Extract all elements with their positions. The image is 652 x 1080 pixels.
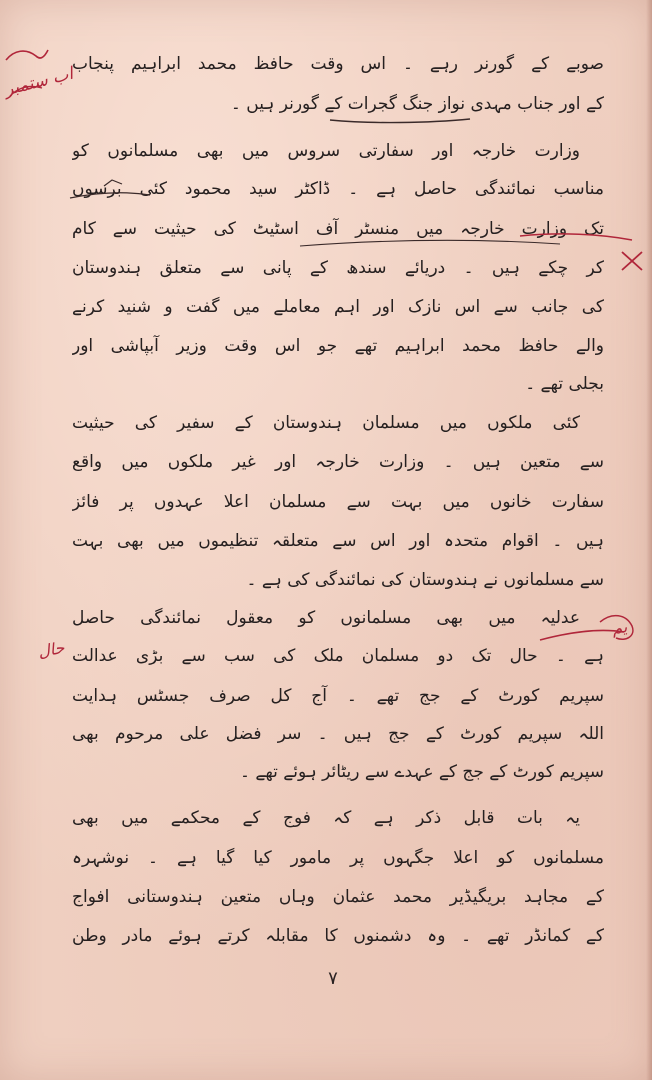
text-line-4: مناسب نمائندگی حاصل ہے ۔ ڈاکٹر سید محمود کئی برسوں — [72, 179, 604, 199]
text-line-6: کر چکے ہیں ۔ دریائے سندھ کے پانی سے متعلق ہندوستان — [72, 258, 604, 278]
text-line-8: والے حافظ محمد ابراہیم تھے جو اس وقت وزیر آبپاشی اور — [72, 336, 604, 356]
text-line-9: بجلی تھے ۔ — [525, 374, 604, 394]
text-line-11: سے متعین ہیں ۔ وزارت خارجہ اور غیر ملکوں میں واقع — [72, 452, 604, 472]
text-line-5: تک وزارت خارجہ میں منسٹر آف اسٹیٹ کی حیثیت سے کام — [72, 219, 604, 239]
text-line-19: سپریم کورٹ کے جج کے عہدے سے ریٹائر ہوئے تھے ۔ — [240, 762, 604, 782]
text-line-10: کئی ملکوں میں مسلمان ہندوستان کے سفیر کی حیثیت — [72, 413, 580, 433]
text-line-22: کے مجاہد بریگیڈیر محمد عثمان وہاں متعین ہندوستانی افواج — [72, 887, 604, 907]
text-line-2: کے اور جناب مہدی نواز جنگ گجرات کے گورنر ہیں ۔ — [230, 94, 604, 114]
x-mark-right — [622, 252, 642, 270]
page-number: ۷ — [328, 968, 338, 989]
page-edge — [646, 0, 652, 1080]
text-line-13: ہیں ۔ اقوام متحدہ اور اس سے متعلقہ تنظیموں میں بھی بہت — [72, 531, 604, 551]
margin-scribble-top-left — [6, 50, 48, 60]
text-line-15: عدلیہ میں بھی مسلمانوں کو معقول نمائندگی حاصل — [72, 608, 580, 628]
text-line-21: مسلمانوں کو اعلا جگہوں پر مامور کیا گیا ہے ۔ نوشہرہ — [72, 848, 604, 868]
text-line-17: سپریم کورٹ کے جج تھے ۔ آج کل صرف جسٹس ہدایت — [72, 686, 604, 706]
text-line-3: وزارت خارجہ اور سفارتی سروس میں بھی مسلمانوں کو — [72, 141, 580, 161]
text-line-18: اللہ سپریم کورٹ کے جج ہیں ۔ سر فضل علی مرحوم بھی — [72, 724, 604, 744]
text-line-12: سفارت خانوں میں بہت سے مسلمان اعلا عہدوں پر فائز — [72, 492, 604, 512]
margin-note-left: حال — [36, 637, 66, 662]
margin-note-top-left: اب ستمبر — [2, 63, 76, 101]
text-line-16: ہے ۔ حال تک دو مسلمان ملک کی سب سے بڑی عدالت — [72, 646, 604, 666]
text-line-23: کے کمانڈر تھے ۔ وہ دشمنوں کا مقابلہ کرتے ہوئے مادر وطن — [72, 926, 604, 946]
text-line-1: صوبے کے گورنر رہے ۔ اس وقت حافظ محمد ابراہیم پنجاب — [72, 54, 604, 74]
text-line-20: یہ بات قابل ذکر ہے کہ فوج کے محکمے میں بھی — [72, 808, 580, 828]
margin-note-right: یم — [610, 617, 629, 638]
text-line-7: کی جانب سے اس نازک اور اہم معاملے میں گفت و شنید کرنے — [72, 297, 604, 317]
text-line-14: سے مسلمانوں نے ہندوستان کی نمائندگی کی ہے ۔ — [246, 570, 604, 590]
